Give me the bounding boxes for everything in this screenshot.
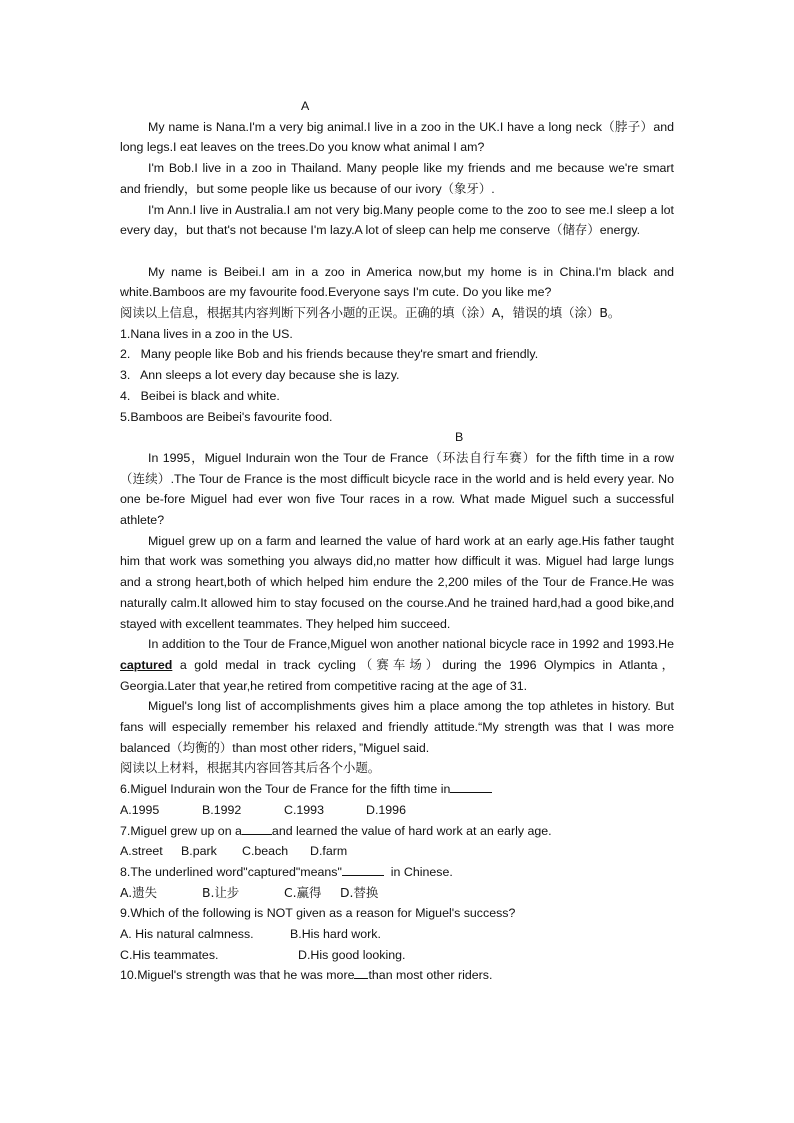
section-b-instruction: 阅读以上材料，根据其内容回答其后各个小题。 xyxy=(120,760,381,776)
question-7-text-start: 7.Miguel grew up on a xyxy=(120,823,242,838)
option-a: A.street xyxy=(120,844,163,859)
option-a: A. His natural calmness. xyxy=(120,927,254,942)
question-10-text-start: 10.Miguel's strength was that he was more xyxy=(120,968,355,983)
question-8-text-start: 8.The underlined word"captured"means" xyxy=(120,864,342,879)
spacer xyxy=(120,241,674,262)
section-b-heading: B xyxy=(455,430,464,445)
section-b-paragraph-1: In 1995，Miguel Indurain won the Tour de France（环法自行车赛）for the fifth time in a row（连续）.The Tour de France is the most difficult bicycle race in the world and is held every year. No one be-fore Miguel had ever won five Tour races in a row. What made Miguel such a successful athlete? xyxy=(120,450,674,528)
section-a-paragraph-nana: My name is Nana.I'm a very big animal.I live in a zoo in the UK.I have a long neck（脖子）and long legs.I eat leaves on the trees.Do you know what animal I am? xyxy=(120,119,674,155)
option-d: D.His good looking. xyxy=(298,947,406,962)
answer-blank xyxy=(450,780,492,793)
section-a-paragraph-beibei: My name is Beibei.I am in a zoo in America now,but my home is in China.I'm black and white.Bamboos are my favourite food.Everyone says I'm cute. Do you like me? xyxy=(120,264,674,300)
option-a: A.1995 xyxy=(120,802,160,817)
question-6 xyxy=(120,779,674,800)
question-9-options-row-1 xyxy=(120,924,674,945)
question-8-options xyxy=(120,883,674,904)
question-9: 9.Which of the following is NOT given as a reason for Miguel's success? xyxy=(120,906,516,921)
question-4: 4. Beibei is black and white. xyxy=(120,388,280,403)
question-1: 1.Nana lives in a zoo in the US. xyxy=(120,326,293,341)
underlined-word-captured: captured xyxy=(120,657,173,672)
option-d: D.1996 xyxy=(366,802,406,817)
section-b-paragraph-2: Miguel grew up on a farm and learned the value of hard work at an early age.His father taught him that work was something you always did,no matter how difficult it was. Miguel had large lungs and a strong heart,both of which helped him endure the 2,200 miles of the Tour de France.He was naturally calm.It allowed him to stay focused on the course.And he trained hard,had a good bike,and stayed with excellent teammates. They helped him succeed. xyxy=(120,533,674,631)
option-c: C.赢得 xyxy=(284,884,322,900)
section-a-instruction: 阅读以上信息，根据其内容判断下列各小题的正误。正确的填（涂）A，错误的填（涂）B。 xyxy=(120,305,621,320)
paragraph-3-end: a gold medal in track cycling（赛车场）during the 1996 Olympics in Atlanta，Georgia.Later that year,he retired from competitive racing at the age of 31. xyxy=(120,657,674,693)
question-7 xyxy=(120,821,674,842)
question-2: 2. Many people like Bob and his friends because they're smart and friendly. xyxy=(120,347,539,362)
section-b-paragraph-4: Miguel's long list of accomplishments gives him a place among the top athletes in history. But fans will especially remember his relaxed and friendly attitude.“My strength was that I was more balanced（均衡的）than most other riders，”Miguel said. xyxy=(120,699,674,755)
option-b: B.His hard work. xyxy=(290,927,381,942)
section-a-heading: A xyxy=(301,99,310,113)
answer-blank xyxy=(242,822,272,835)
question-10 xyxy=(120,965,674,986)
question-6-options xyxy=(120,800,674,821)
option-c: C.beach xyxy=(242,844,289,859)
question-7-options xyxy=(120,841,674,862)
option-c: C.His teammates. xyxy=(120,947,219,962)
option-d: D.替换 xyxy=(340,884,379,900)
question-10-text-end: than most other riders. xyxy=(368,968,493,983)
option-d: D.farm xyxy=(310,844,348,859)
question-3: 3. Ann sleeps a lot every day because she is lazy. xyxy=(120,368,400,383)
section-a-paragraph-bob: I'm Bob.I live in a zoo in Thailand. Many people like my friends and me because we're smart and friendly，but some people like us because of our ivory（象牙）. xyxy=(120,161,674,196)
answer-blank xyxy=(354,966,368,979)
section-b-paragraph-3 xyxy=(120,634,674,696)
section-a-paragraph-ann: I'm Ann.I live in Australia.I am not very big.Many people come to the zoo to see me.I sleep a lot every day，but that's not because I'm lazy.A lot of sleep can help me conserve（储存）energy. xyxy=(120,202,674,238)
question-8 xyxy=(120,862,674,883)
answer-blank xyxy=(342,863,384,876)
option-b: B.park xyxy=(181,844,217,859)
question-7-text-end: and learned the value of hard work at an early age. xyxy=(271,823,552,838)
paragraph-3-start: In addition to the Tour de France,Miguel won another national bicycle race in 1992 and 1993.He xyxy=(148,637,674,652)
option-b: B.让步 xyxy=(202,884,240,900)
question-8-text-end: in Chinese. xyxy=(383,864,453,879)
option-a: A.遗失 xyxy=(120,884,157,900)
option-b: B.1992 xyxy=(202,802,242,817)
option-c: C.1993 xyxy=(284,802,324,817)
document-content xyxy=(120,96,674,986)
question-9-options-row-2 xyxy=(120,945,674,966)
question-6-text: 6.Miguel Indurain won the Tour de France for the fifth time in xyxy=(120,782,451,797)
question-5: 5.Bamboos are Beibei's favourite food. xyxy=(120,409,333,424)
